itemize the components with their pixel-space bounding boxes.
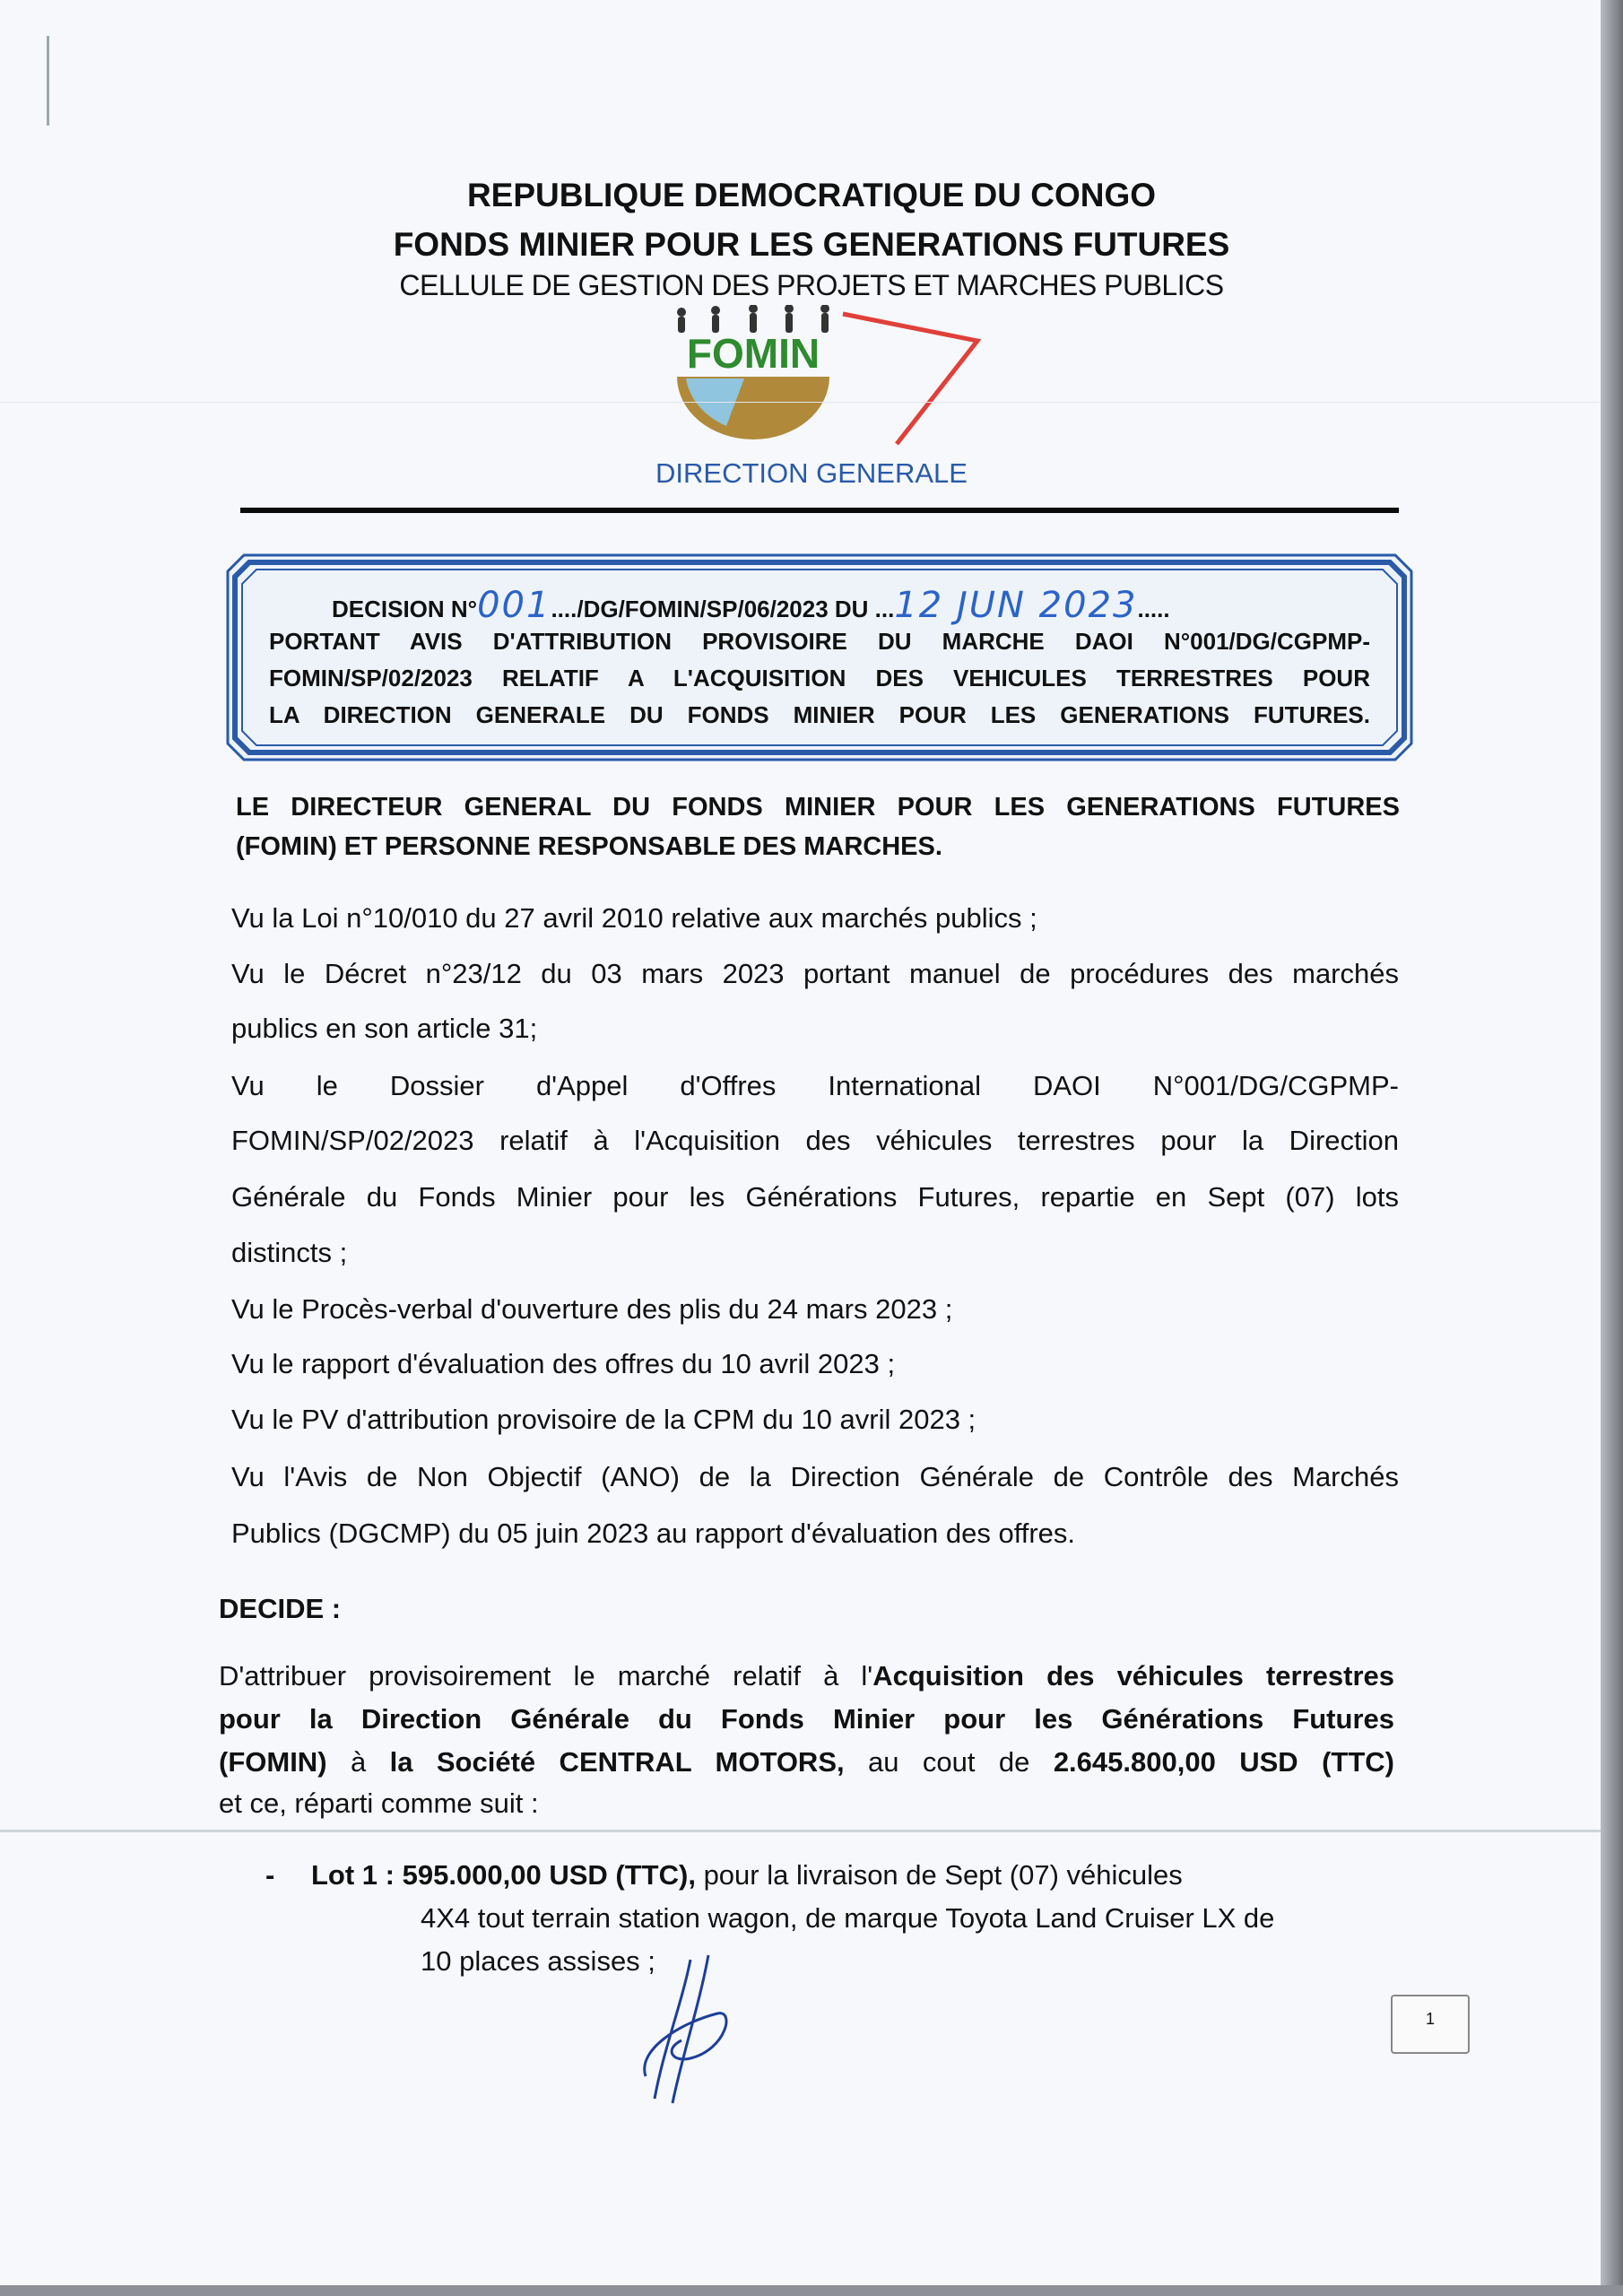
text-bold: (FOMIN)	[219, 1746, 327, 1778]
text: à	[326, 1746, 390, 1778]
decide-heading: DECIDE :	[219, 1593, 342, 1624]
svg-text:FOMIN: FOMIN	[686, 330, 820, 377]
text: D'attribuer provisoirement le marché relatif à l'	[219, 1660, 873, 1692]
signature	[628, 1951, 744, 2108]
fomin-logo	[664, 305, 986, 448]
text-bold: Acquisition des véhicules terrestres	[872, 1660, 1394, 1692]
lot-bullet: -	[265, 1859, 275, 1891]
scan-bottom-shadow	[0, 2285, 1623, 2296]
total-amount: 2.645.800,00 USD (TTC)	[1053, 1746, 1394, 1778]
decision-reference: ..../DG/FOMIN/SP/06/2023 DU ...	[551, 596, 895, 622]
authority-heading: LE DIRECTEUR GENERAL DU FONDS MINIER POUR LES GENERATIONS FUTURES	[236, 793, 1400, 822]
direction-generale-label: DIRECTION GENERALE	[655, 457, 968, 489]
text: pour la livraison de Sept (07) véhicules	[695, 1859, 1183, 1891]
decision-paragraph-line: pour la Direction Générale du Fonds Minier pour les Générations Futures	[219, 1703, 1394, 1735]
decision-title-line: FOMIN/SP/02/2023 RELATIF A L'ACQUISITION DES VEHICULES TERRESTRES POUR	[269, 665, 1370, 691]
visa-line: Vu le Décret n°23/12 du 03 mars 2023 portant manuel de procédures des marchés	[231, 958, 1399, 989]
visa-line: Vu le PV d'attribution provisoire de la CPM du 10 avril 2023 ;	[231, 1404, 976, 1435]
visa-line: Générale du Fonds Minier pour les Générations Futures, repartie en Sept (07) lots	[231, 1181, 1399, 1213]
lot-line	[311, 1859, 1183, 1892]
page-number: 1	[1391, 1995, 1470, 2054]
handwritten-decision-number: 001	[477, 585, 551, 626]
decision-prefix: DECISION N°	[332, 596, 478, 622]
visa-line: Vu la Loi n°10/010 du 27 avril 2010 relative aux marchés publics ;	[231, 902, 1037, 934]
date-stamp: 12 JUN 2023	[894, 585, 1138, 626]
top-left-margin-mark	[47, 36, 49, 126]
lot-line: 10 places assises ;	[421, 1945, 655, 1977]
visa-line: distincts ;	[231, 1237, 348, 1268]
visa-line: Vu le Procès-verbal d'ouverture des plis du 24 mars 2023 ;	[231, 1293, 953, 1325]
visa-line: Vu l'Avis de Non Objectif (ANO) de la Direction Générale de Contrôle des Marchés	[231, 1461, 1399, 1492]
header-organization: FONDS MINIER POUR LES GENERATIONS FUTURES	[393, 226, 1230, 263]
authority-heading: (FOMIN) ET PERSONNE RESPONSABLE DES MARCHES.	[236, 832, 942, 861]
visa-line: Publics (DGCMP) du 05 juin 2023 au rapport d'évaluation des offres.	[231, 1518, 1076, 1549]
decision-number-line	[332, 585, 1318, 626]
decision-paragraph-line	[219, 1660, 1394, 1692]
lot-line: 4X4 tout terrain station wagon, de marque Toyota Land Cruiser LX de	[421, 1902, 1275, 1934]
page-fold-line	[0, 402, 1601, 403]
scan-edge-shadow	[1601, 0, 1623, 2296]
header-divider	[240, 508, 1399, 513]
page-fold-line	[0, 1830, 1601, 1832]
lot-label: Lot 1 : 595.000,00 USD (TTC),	[311, 1859, 696, 1891]
visa-line: Vu le Dossier d'Appel d'Offres International DAOI N°001/DG/CGPMP-	[231, 1070, 1399, 1101]
decision-paragraph-line	[219, 1746, 1394, 1779]
visa-line: Vu le rapport d'évaluation des offres du 10 avril 2023 ;	[231, 1348, 896, 1379]
decision-title-line: LA DIRECTION GENERALE DU FONDS MINIER POUR LES GENERATIONS FUTURES.	[269, 701, 1370, 728]
header-country: REPUBLIQUE DEMOCRATIQUE DU CONGO	[466, 177, 1157, 213]
text: au cout de	[844, 1746, 1054, 1778]
header-unit: CELLULE DE GESTION DES PROJETS ET MARCHES PUBLICS	[399, 269, 1224, 301]
visa-line: FOMIN/SP/02/2023 relatif à l'Acquisition des véhicules terrestres pour la Direction	[231, 1125, 1399, 1156]
walking-figures-icon	[677, 305, 829, 333]
decision-title-line: PORTANT AVIS D'ATTRIBUTION PROVISOIRE DU MARCHE DAOI N°001/DG/CGPMP-	[269, 628, 1370, 655]
decision-suffix: .....	[1137, 596, 1170, 622]
visa-line: publics en son article 31;	[231, 1013, 538, 1044]
decision-paragraph-line: et ce, réparti comme suit :	[219, 1787, 539, 1819]
awardee: la Société CENTRAL MOTORS,	[389, 1746, 845, 1778]
